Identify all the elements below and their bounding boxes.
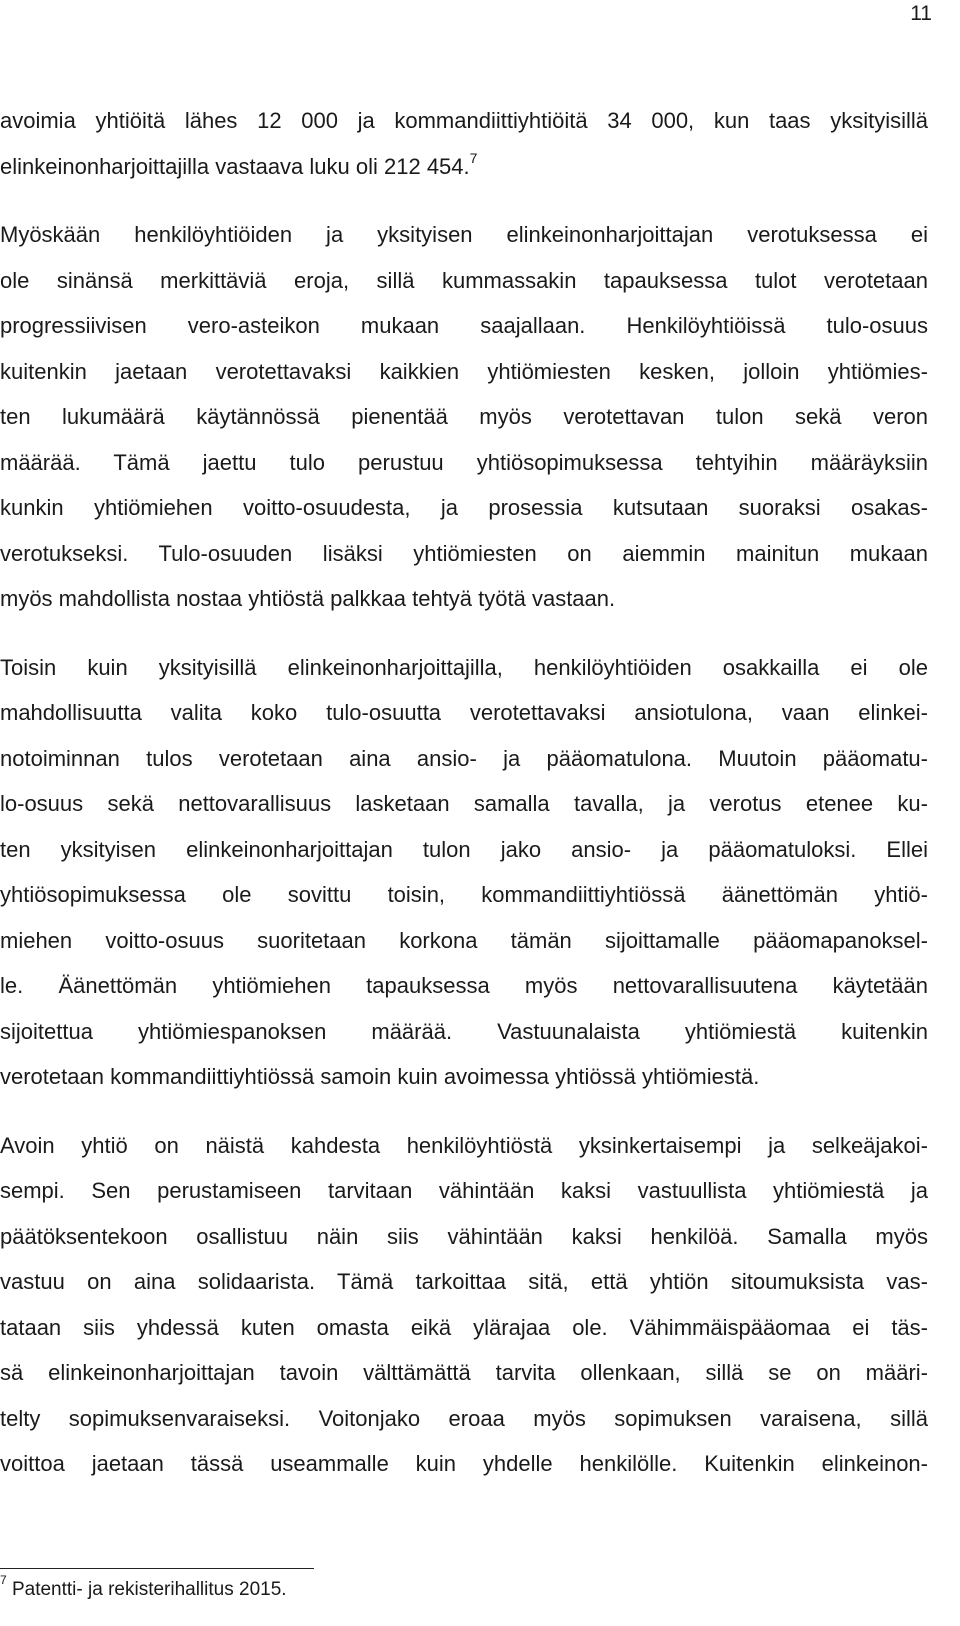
line-text: ten lukumäärä käytännössä pienentää myös verotettavan tulon sekä veron <box>0 404 928 429</box>
text-line <box>0 1396 928 1442</box>
line-text: miehen voitto-osuus suoritetaan korkona tämän sijoittamalle pääomapanoksel- <box>0 927 928 953</box>
line-text: sempi. Sen perustamiseen tarvitaan vähintään kaksi vastuullista yhtiömiestä ja <box>0 1178 928 1203</box>
paragraph <box>0 1123 928 1487</box>
text-line <box>0 827 928 873</box>
text-line <box>0 645 928 691</box>
footnote-marker: 7 <box>0 1572 7 1587</box>
text-line <box>0 531 928 577</box>
text-line <box>0 1259 928 1305</box>
paragraph-gap <box>0 622 928 645</box>
text-line <box>0 1168 928 1214</box>
line-text: ten yksityisen elinkeinonharjoittajan tulon jako ansio- ja pääomatuloksi. Ellei <box>0 836 928 862</box>
footnote-text: Patentti- ja rekisterihallitus 2015. <box>11 1579 287 1600</box>
paragraph <box>0 212 928 622</box>
line-text: päätöksentekoon osallistuu näin siis vähintään kaksi henkilöä. Samalla myös <box>0 1223 928 1249</box>
footnote-reference: 7 <box>469 150 478 167</box>
paragraph <box>0 645 928 1100</box>
text-line <box>0 394 928 440</box>
text-line <box>0 1214 928 1260</box>
line-text: yhtiösopimuksessa ole sovittu toisin, kommandiittiyhtiössä äänettömän yhtiö- <box>0 882 928 907</box>
line-text: notoiminnan tulos verotetaan aina ansio- ja pääomatulona. Muutoin pääomatu- <box>0 745 928 771</box>
text-line <box>0 440 928 486</box>
line-text: le. Äänettömän yhtiömiehen tapauksessa myös nettovarallisuutena käytetään <box>0 973 928 998</box>
text-line <box>0 1009 928 1055</box>
line-text: Myöskään henkilöyhtiöiden ja yksityisen elinkeinonharjoittajan verotuksessa ei <box>0 222 928 247</box>
text-line <box>0 963 928 1009</box>
line-text: progressiivisen vero-asteikon mukaan saajallaan. Henkilöyhtiöissä tulo-osuus <box>0 313 928 338</box>
text-line <box>0 576 928 622</box>
line-text: elinkeinonharjoittajilla vastaava luku oli 212 454. <box>0 153 470 179</box>
text-line <box>0 1441 928 1487</box>
text-line <box>0 258 928 304</box>
line-text: vastuu on aina solidaarista. Tämä tarkoittaa sitä, että yhtiön sitoumuksista vas- <box>0 1269 928 1294</box>
document-body <box>0 98 928 1487</box>
line-text: verotetaan kommandiittiyhtiössä samoin kuin avoimessa yhtiössä yhtiömiestä. <box>0 1064 760 1089</box>
line-text: Toisin kuin yksityisillä elinkeinonharjoittajilla, henkilöyhtiöiden osakkailla ei ole <box>0 654 928 680</box>
line-text: myös mahdollista nostaa yhtiöstä palkkaa tehtyä työtä vastaan. <box>0 586 616 611</box>
paragraph-gap <box>0 189 928 212</box>
line-text: sijoitettua yhtiömiespanoksen määrää. Vastuunalaista yhtiömiestä kuitenkin <box>0 1018 928 1044</box>
text-line <box>0 736 928 782</box>
footnote <box>0 1572 287 1602</box>
line-text: Avoin yhtiö on näistä kahdesta henkilöyhtiöstä yksinkertaisempi ja selkeäjakoi- <box>0 1132 928 1158</box>
text-line <box>0 1123 928 1169</box>
page-number: 11 <box>910 2 932 25</box>
text-line <box>0 690 928 736</box>
text-line <box>0 1054 928 1100</box>
paragraph-gap <box>0 1100 928 1123</box>
line-text: avoimia yhtiöitä lähes 12 000 ja kommandiittiyhtiöitä 34 000, kun taas yksityisillä <box>0 108 928 133</box>
text-line <box>0 485 928 531</box>
text-line <box>0 98 928 144</box>
line-text: verotukseksi. Tulo-osuuden lisäksi yhtiömiesten on aiemmin mainitun mukaan <box>0 540 928 566</box>
line-text: kuitenkin jaetaan verotettavaksi kaikkien yhtiömiesten kesken, jolloin yhtiömies- <box>0 358 928 384</box>
text-line <box>0 303 928 349</box>
text-line <box>0 349 928 395</box>
line-text: telty sopimuksenvaraiseksi. Voitonjako eroaa myös sopimuksen varaisena, sillä <box>0 1405 928 1431</box>
line-text: voittoa jaetaan tässä useammalle kuin yhdelle henkilölle. Kuitenkin elinkeinon- <box>0 1451 928 1476</box>
text-line <box>0 1305 928 1351</box>
paragraph <box>0 98 928 189</box>
text-line <box>0 1350 928 1396</box>
line-text: ole sinänsä merkittäviä eroja, sillä kummassakin tapauksessa tulot verotetaan <box>0 267 928 293</box>
line-text: sä elinkeinonharjoittajan tavoin välttämättä tarvita ollenkaan, sillä se on määri- <box>0 1360 928 1385</box>
text-line <box>0 781 928 827</box>
line-text: tataan siis yhdessä kuten omasta eikä ylärajaa ole. Vähimmäispääomaa ei täs- <box>0 1314 928 1340</box>
line-text: kunkin yhtiömiehen voitto-osuudesta, ja prosessia kutsutaan suoraksi osakas- <box>0 495 928 520</box>
line-text: määrää. Tämä jaettu tulo perustuu yhtiösopimuksessa tehtyihin määräyksiin <box>0 449 928 475</box>
text-line <box>0 144 928 190</box>
text-line <box>0 212 928 258</box>
line-text: lo-osuus sekä nettovarallisuus lasketaan samalla tavalla, ja verotus etenee ku- <box>0 791 928 816</box>
text-line <box>0 872 928 918</box>
line-text: mahdollisuutta valita koko tulo-osuutta verotettavaksi ansiotulona, vaan elinkei- <box>0 700 928 725</box>
footnote-divider <box>0 1568 314 1569</box>
text-line <box>0 918 928 964</box>
